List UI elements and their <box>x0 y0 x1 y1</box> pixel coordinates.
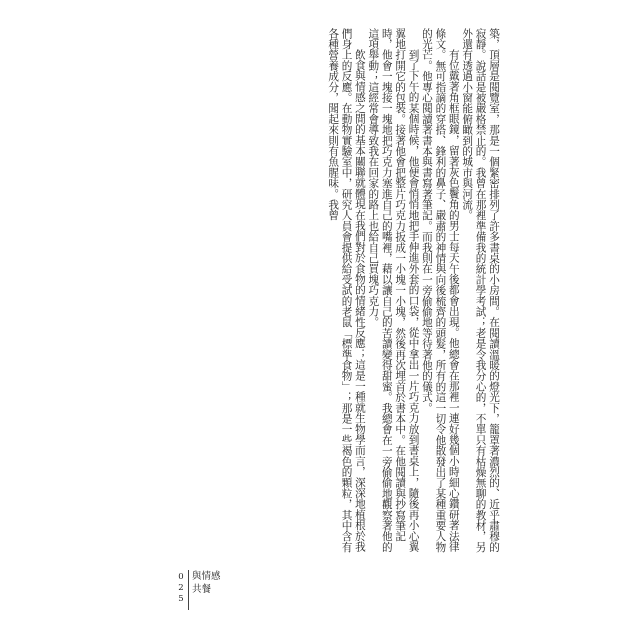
paragraph-1: 築，頂層是閱覽室，那是一個緊密排列了許多書桌的小房間。在閱讀溫暖的燈光下，籠罩著濃烈的、近乎肅穆的寂靜。說話是被嚴格禁止的。我曾在那裡準備我的統計學考試；老是令我分心的，不單只有枯燥無聊的教材，另外還有透過小窗能俯瞰到的城市與河流。 <box>461 28 500 553</box>
paragraph-2: 有位戴著角框眼鏡，留著灰色鬢角的男士每天午後都會出現。他總會在那裡一連好幾個小時細心鑽研著法律條文。無可指謫的穿搭、鋒利的鼻子、嚴肅的神情與向後梳齊的頭髮，所有的這一切令他散發出了某種重要人物的光芒。他專心閱讀著書本與書寫著筆記。而我則在一旁偷偷地等待著他的儀式。 <box>420 28 460 553</box>
running-head-line-2: 共餐 <box>192 584 212 595</box>
running-head-line-1: 與情感 <box>192 571 221 582</box>
page-footer <box>176 570 221 616</box>
running-head <box>192 570 221 596</box>
paragraph-3: 到了下午的某個時候，他便會悄悄地把手伸進外套的口袋，從中拿出一片巧克力放到書桌上，隨後再小心翼翼地打開它的包裝。接著他會把整片巧克力扳成一小塊一小塊，然後再次埋首於書本中。在他閱讀與抄寫筆記時，他會一塊接一塊地把巧克力塞進自己的嘴裡，藉以讓自己的苦讀變得甜蜜。我總會在一旁偷偷地觀察著他的這項舉動；這經常會導致我在回家的路上也給自己買塊巧克力。 <box>367 28 420 553</box>
body-text <box>166 28 500 558</box>
page-number: 025 <box>176 572 186 605</box>
paragraph-4: 飲食與情感之間的基本關聯就體現在我們對於食物的情緒性反應；這是一種就生物學而言，深深地植根於我們身上的反應。在動物實驗室中，研究人員會提供給受試的老鼠「標準食物」；那是一些褐色的顆粒，其中含有各種營養成分，聞起來則有魚腥味。我曾 <box>327 28 366 553</box>
footer-divider <box>188 570 189 610</box>
